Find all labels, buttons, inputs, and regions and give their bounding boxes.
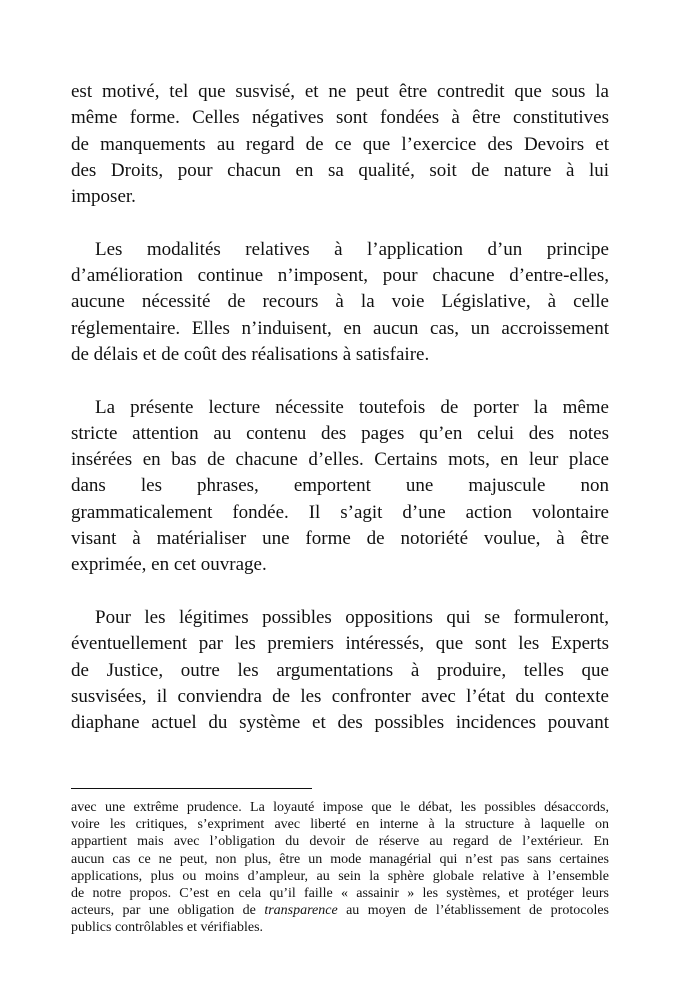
paragraph (71, 605, 609, 736)
paragraph (71, 395, 609, 579)
text-line: susvisées, il conviendra de les confronter avec l’état du contexte (71, 685, 609, 707)
footnote-separator (71, 788, 312, 789)
text-line: éventuellement par les premiers intéressés, que sont les Experts (71, 633, 609, 655)
text-line: d’amélioration continue n’imposent, pour chacune d’entre-elles, (71, 265, 609, 287)
footnote-line (71, 902, 609, 919)
footnote-line: voire les critiques, s’expriment avec liberté en interne à la structure à laquelle on (71, 817, 609, 833)
text-line: de Justice, outre les argumentations à produire, telles que (71, 659, 609, 681)
body-text (71, 79, 609, 736)
text-line: Pour les légitimes possibles oppositions qui se formuleront, (95, 606, 609, 628)
footnote-text: acteurs, par une obligation de (71, 903, 265, 919)
text-line: diaphane actuel du système et des possibles incidences pouvant (71, 712, 609, 734)
text-line: est motivé, tel que susvisé, et ne peut être contredit que sous la (71, 81, 609, 102)
text-line: Les modalités relatives à l’application d’un principe (95, 238, 609, 260)
text-line: même forme. Celles négatives sont fondées à être constitutives (71, 107, 609, 129)
footnote (71, 799, 609, 937)
footnote-line: avec une extrême prudence. La loyauté impose que le débat, les possibles désaccords, (71, 800, 609, 815)
footnote-line: de notre propos. C’est en cela qu’il faille « assainir » les systèmes, et protéger leurs (71, 885, 609, 901)
text-line: dans les phrases, emportent une majuscule non (71, 475, 609, 497)
text-line: grammaticalement fondée. Il s’agit d’une action volontaire (71, 501, 609, 523)
footnote-italic-text: transparence (264, 903, 338, 919)
text-line: visant à matérialiser une forme de notoriété voulue, à être (71, 528, 609, 550)
footnote-line: appartient mais avec l’obligation du devoir de réserve au regard de l’extérieur. En (71, 834, 609, 850)
text-line: insérées en bas de chacune d’elles. Certains mots, en leur place (71, 449, 609, 471)
footnote-text: au moyen de l’établissement de protocoles (337, 903, 609, 919)
footnote-line: publics contrôlables et vérifiables. (71, 920, 264, 936)
text-line: La présente lecture nécessite toutefois de porter la même (95, 396, 609, 418)
paragraph (71, 79, 609, 210)
footnote-line: aucun cas ce ne peut, non plus, être un mode managérial qui n’est pas sans certaines (71, 851, 609, 867)
footnote-line: applications, plus ou moins d’ampleur, au sein la sphère globale relative à l’ensemble (71, 868, 609, 884)
text-line: de délais et de coût des réalisations à satisfaire. (71, 343, 430, 365)
text-line: imposer. (71, 186, 136, 208)
paragraph (71, 237, 609, 368)
text-line: réglementaire. Elles n’induisent, en aucun cas, un accroissement (71, 317, 609, 339)
text-line: exprimée, en cet ouvrage. (71, 554, 267, 576)
text-line: stricte attention au contenu des pages qu’en celui des notes (71, 422, 609, 444)
text-line: des Droits, pour chacun en sa qualité, soit de nature à lui (71, 159, 609, 181)
text-line: de manquements au regard de ce que l’exercice des Devoirs et (71, 133, 609, 155)
text-line: aucune nécessité de recours à la voie Législative, à celle (71, 291, 609, 313)
